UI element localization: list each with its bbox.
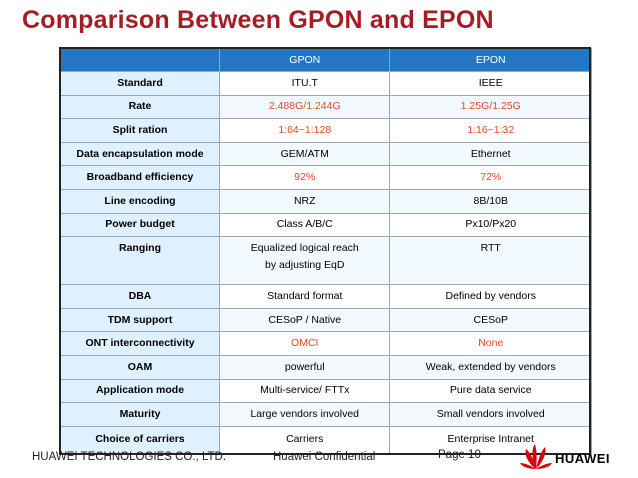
table-row bbox=[61, 119, 592, 143]
feature-cell: Power budget bbox=[61, 213, 220, 237]
epon-cell: IEEE bbox=[390, 72, 592, 96]
huawei-petal-logo-icon bbox=[519, 439, 553, 473]
gpon-cell bbox=[220, 237, 390, 285]
feature-cell: Ranging bbox=[61, 237, 220, 285]
feature-cell: Data encapsulation mode bbox=[61, 142, 220, 166]
epon-cell: 1:16~1:32 bbox=[390, 119, 592, 143]
gpon-cell: 92% bbox=[220, 166, 390, 190]
feature-cell: Choice of carriers bbox=[61, 426, 220, 453]
footer-page-number: Page 10 bbox=[438, 449, 481, 461]
footer-company: HUAWEI TECHNOLOGIES CO., LTD. bbox=[32, 451, 227, 463]
feature-cell: Line encoding bbox=[61, 189, 220, 213]
epon-cell: Ethernet bbox=[390, 142, 592, 166]
table-row bbox=[61, 379, 592, 403]
footer-confidential: Huawei Confidential bbox=[273, 451, 376, 463]
feature-cell: OAM bbox=[61, 355, 220, 379]
epon-cell: CESoP bbox=[390, 308, 592, 332]
table-row bbox=[61, 72, 592, 96]
feature-cell: Rate bbox=[61, 95, 220, 119]
feature-cell: TDM support bbox=[61, 308, 220, 332]
epon-cell: Small vendors involved bbox=[390, 403, 592, 427]
gpon-cell: Carriers bbox=[220, 426, 390, 453]
table-row bbox=[61, 308, 592, 332]
gpon-cell: powerful bbox=[220, 355, 390, 379]
feature-cell: Standard bbox=[61, 72, 220, 96]
feature-cell: DBA bbox=[61, 285, 220, 309]
gpon-cell: Class A/B/C bbox=[220, 213, 390, 237]
gpon-cell: 1:64~1:128 bbox=[220, 119, 390, 143]
table-row bbox=[61, 403, 592, 427]
epon-cell: Pure data service bbox=[390, 379, 592, 403]
header-epon: EPON bbox=[390, 49, 592, 72]
table-row bbox=[61, 285, 592, 309]
epon-cell: Defined by vendors bbox=[390, 285, 592, 309]
feature-cell: Application mode bbox=[61, 379, 220, 403]
gpon-cell-line-2: by adjusting EqD bbox=[265, 259, 345, 272]
comparison-table bbox=[60, 48, 592, 454]
logo-wordmark: HUAWEI bbox=[555, 451, 610, 466]
gpon-cell: Standard format bbox=[220, 285, 390, 309]
gpon-cell-line-1: Equalized logical reach bbox=[250, 242, 359, 255]
epon-cell: 72% bbox=[390, 166, 592, 190]
gpon-cell: CESoP / Native bbox=[220, 308, 390, 332]
gpon-cell: Large vendors involved bbox=[220, 403, 390, 427]
table-row bbox=[61, 166, 592, 190]
epon-cell: None bbox=[390, 332, 592, 356]
table-row bbox=[61, 332, 592, 356]
table-row bbox=[61, 237, 592, 285]
gpon-cell: OMCI bbox=[220, 332, 390, 356]
epon-cell: Weak, extended by vendors bbox=[390, 355, 592, 379]
gpon-cell: 2.488G/1.244G bbox=[220, 95, 390, 119]
epon-cell: Enterprise Intranet bbox=[390, 426, 592, 453]
table-row bbox=[61, 355, 592, 379]
header-corner-cell bbox=[61, 49, 220, 72]
table-header-row bbox=[61, 49, 592, 72]
gpon-cell: Multi-service/ FTTx bbox=[220, 379, 390, 403]
huawei-logo bbox=[519, 439, 629, 473]
gpon-cell: GEM/ATM bbox=[220, 142, 390, 166]
slide-title: Comparison Between GPON and EPON bbox=[22, 6, 494, 34]
header-gpon: GPON bbox=[220, 49, 390, 72]
epon-cell: RTT bbox=[390, 237, 592, 285]
epon-cell: 1.25G/1.25G bbox=[390, 95, 592, 119]
gpon-cell: NRZ bbox=[220, 189, 390, 213]
table-row bbox=[61, 142, 592, 166]
table-row bbox=[61, 213, 592, 237]
feature-cell: Maturity bbox=[61, 403, 220, 427]
feature-cell: Broadband efficiency bbox=[61, 166, 220, 190]
gpon-cell: ITU.T bbox=[220, 72, 390, 96]
table-row bbox=[61, 189, 592, 213]
slide-footer bbox=[0, 449, 638, 478]
feature-cell: Split ration bbox=[61, 119, 220, 143]
epon-cell: 8B/10B bbox=[390, 189, 592, 213]
feature-cell: ONT interconnectivity bbox=[61, 332, 220, 356]
table-row bbox=[61, 95, 592, 119]
epon-cell: Px10/Px20 bbox=[390, 213, 592, 237]
